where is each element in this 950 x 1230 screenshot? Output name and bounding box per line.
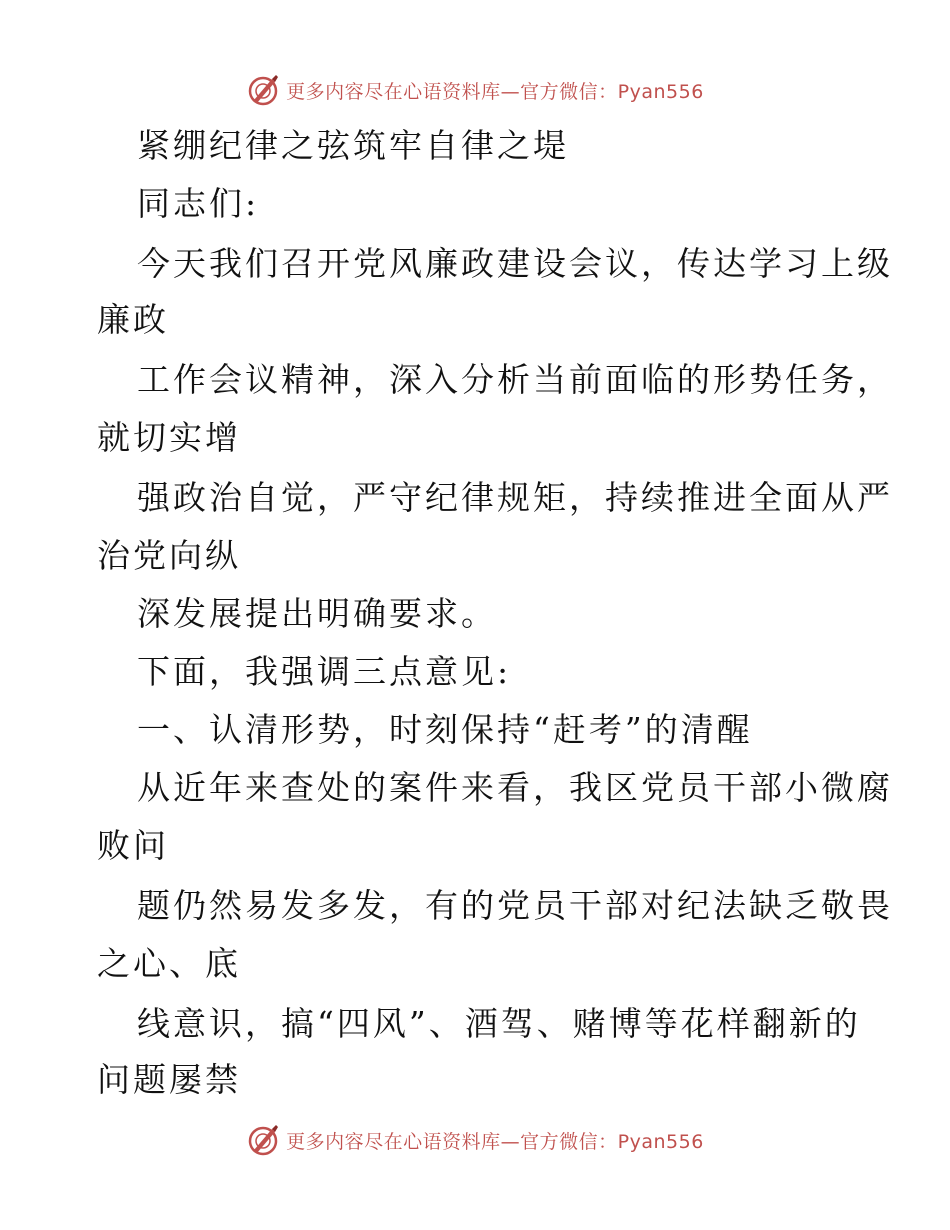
document-title: 紧绷纪律之弦筑牢自律之堤 [137,126,569,165]
text-line: 之心、底 [97,944,241,983]
text-line: 廉政 [97,300,169,339]
text-line: 败问 [97,826,169,865]
text-line: 题仍然易发多发，有的党员干部对纪法缺乏敬畏 [137,886,893,925]
banner-text: 更多内容尽在心语资料库—官方微信：Pyan556 [286,80,704,103]
pen-in-circle-logo-icon [246,73,280,107]
text-line: 工作会议精神，深入分析当前面临的形势任务， [137,360,893,399]
text-line: 就切实增 [97,418,241,457]
text-line: 深发展提出明确要求。 [137,594,497,633]
text-line: 线意识，搞“四风”、酒驾、赌博等花样翻新的 [137,1004,861,1043]
footer-banner [0,1120,950,1160]
pen-in-circle-logo-icon [246,1123,280,1157]
section-heading: 一、认清形势，时刻保持“赶考”的清醒 [137,710,753,749]
text-line: 问题屡禁 [97,1060,241,1099]
text-line: 下面，我强调三点意见: [137,652,512,691]
text-line: 治党向纵 [97,536,241,575]
banner-text: 更多内容尽在心语资料库—官方微信：Pyan556 [286,1130,704,1153]
text-line: 从近年来查处的案件来看，我区党员干部小微腐 [137,768,893,807]
text-line: 同志们: [137,184,260,223]
text-line: 今天我们召开党风廉政建设会议，传达学习上级 [137,244,893,283]
header-banner [0,70,950,110]
text-line: 强政治自觉，严守纪律规矩，持续推进全面从严 [137,478,893,517]
